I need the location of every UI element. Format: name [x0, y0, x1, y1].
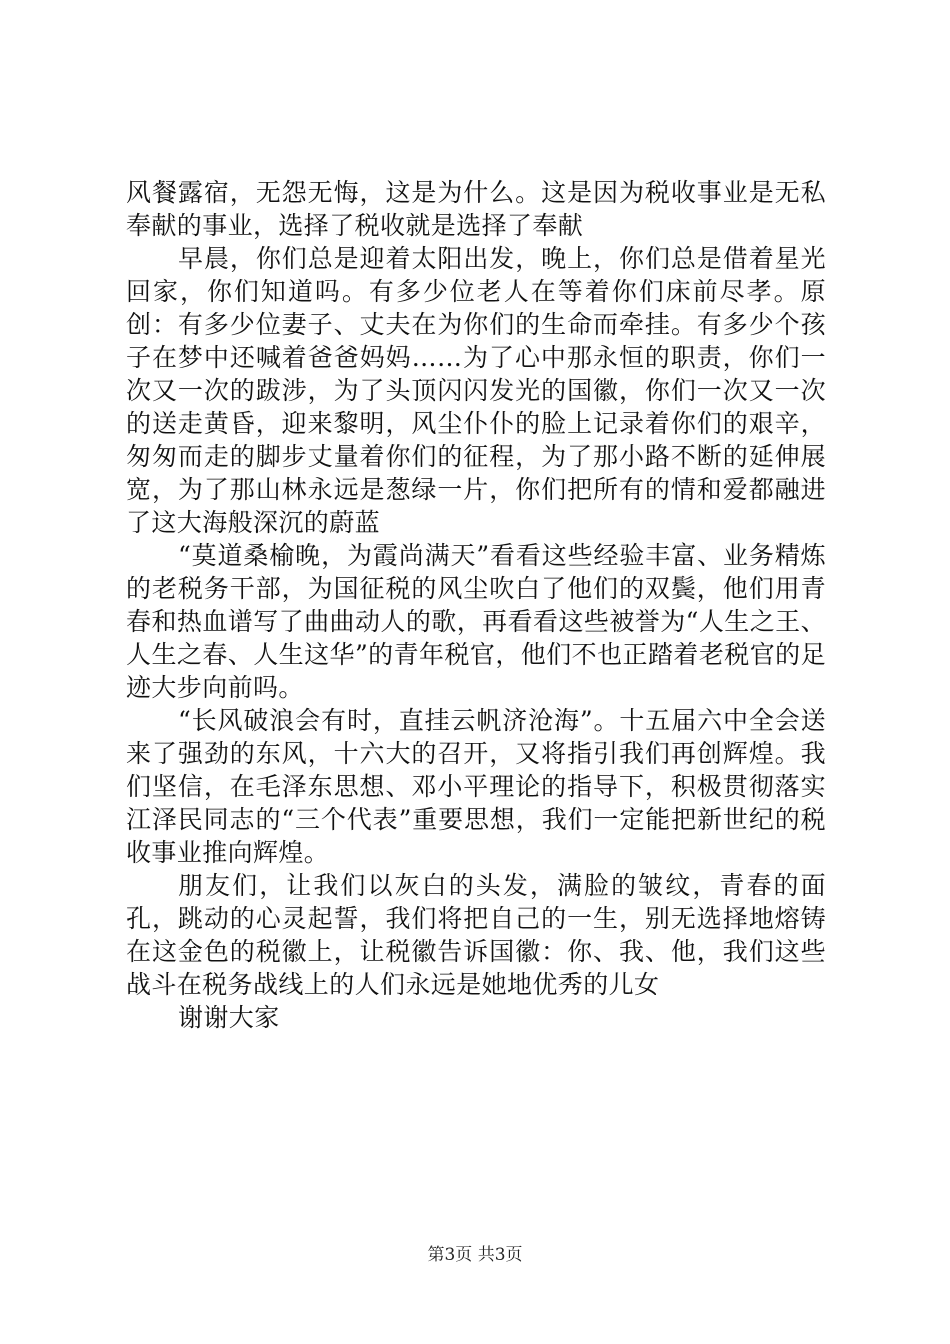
paragraph-6-closing: 谢谢大家: [178, 1003, 280, 1032]
page-footer: 第3页 共3页: [427, 1245, 523, 1265]
paragraph-5: 朋友们，让我们以灰白的头发，满脸的皱纹，青春的面孔，跳动的心灵起誓，我们将把自己的一生，别无选择地熔铸在这金色的税徽上，让税徽告诉国徽：你、我、他，我们这些战斗在税务战线上的人们永远是她地优秀的儿女: [126, 871, 826, 999]
paragraph-4: “长风破浪会有时，直挂云帆济沧海”。十五届六中全会送来了强劲的东风，十六大的召开，又将指引我们再创辉煌。我们坚信，在毛泽东思想、邓小平理论的指导下，积极贯彻落实江泽民同志的“三个代表”重要思想，我们一定能把新世纪的税收事业推向辉煌。: [126, 706, 826, 867]
paragraph-2: 早晨，你们总是迎着太阳出发，晚上，你们总是借着星光回家，你们知道吗。有多少位老人在等着你们床前尽孝。原创：有多少位妻子、丈夫在为你们的生命而牵挂。有多少个孩子在梦中还喊着爸爸妈妈……为了心中那永恒的职责，你们一次又一次的跋涉，为了头顶闪闪发光的国徽，你们一次又一次的送走黄昏，迎来黎明，风尘仆仆的脸上记录着你们的艰辛，匆匆而走的脚步丈量着你们的征程，为了那小路不断的延伸展宽，为了那山林永远是葱绿一片，你们把所有的情和爱都融进了这大海般深沉的蔚蓝: [126, 244, 826, 537]
paragraph-1: 风餐露宿，无怨无悔，这是为什么。这是因为税收事业是无私奉献的事业，选择了税收就是选择了奉献: [126, 178, 826, 240]
document-body: [126, 176, 826, 1034]
paragraph-3: “莫道桑榆晚，为霞尚满天”看看这些经验丰富、业务精炼的老税务干部，为国征税的风尘吹白了他们的双鬓，他们用青春和热血谱写了曲曲动人的歌，再看看这些被誉为“人生之王、人生之春、人生这华”的青年税官，他们不也正踏着老税官的足迹大步向前吗。: [126, 541, 826, 702]
